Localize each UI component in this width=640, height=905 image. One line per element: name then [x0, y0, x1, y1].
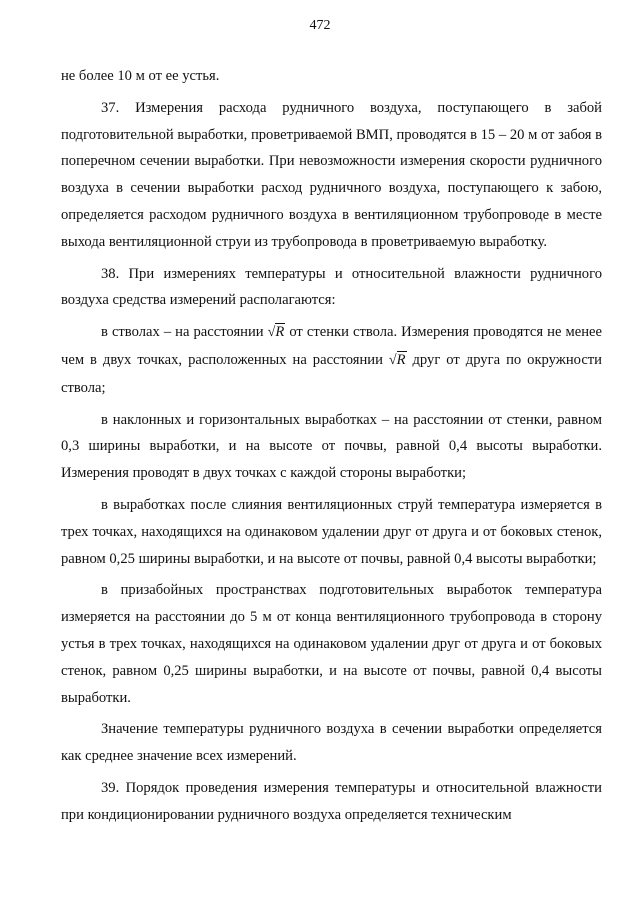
item-face-zone: в призабойных пространствах подготовительных выработок температура измеряется на расстоянии до 5 м от конца вентиляционного трубопровода в сторону устья в трех точках, находящихся на одинаковом удалении друг от друга и от боковых стенок, равном 0,25 ширины выработки, и на высоте от почвы, равной 0,4 высоты выработки. [61, 582, 602, 706]
item-shafts-text-3: друг от друга по окружности ствола; [61, 351, 602, 396]
item-shafts [61, 319, 602, 401]
paragraph-continuation: не более 10 м от ее устья. [61, 68, 220, 84]
document-body [61, 63, 602, 829]
item-inclined-workings: в наклонных и горизонтальных выработках – на расстоянии от стенки, равном 0,3 ширины выработки, и на высоте от почвы, равной 0,4 высоты выработки. Измерения проводят в двух точках с каждой стороны выработки; [61, 411, 602, 482]
sqrt-argument-2: R [396, 351, 406, 368]
page-number: 472 [309, 18, 331, 33]
paragraph-38: 38. При измерениях температуры и относительной влажности рудничного воздуха средства измерений располагаются: [61, 265, 602, 309]
item-shafts-text-1: в стволах – на расстоянии [101, 324, 264, 341]
paragraph-39: 39. Порядок проведения измерения температуры и относительной влажности при кондиционировании рудничного воздуха определяется техническим [61, 779, 602, 823]
sqrt-r-formula [268, 324, 286, 340]
paragraph-37: 37. Измерения расхода рудничного воздуха, поступающего в забой подготовительной выработки, проветриваемой ВМП, проводятся в 15 – 20 м от забоя в поперечном сечении выработки. При невозможности измерения скорости рудничного воздуха в сечении выработки расход рудничного воздуха, поступающего к забою, определяется расходом рудничного воздуха в вентиляционном трубопроводе в месте выхода вентиляционной струи из трубопровода в проветриваемую выработку. [61, 99, 603, 250]
sqrt-symbol: √ [267, 325, 276, 341]
sqrt-symbol-2: √ [388, 352, 397, 368]
item-merged-streams: в выработках после слияния вентиляционных струй температура измеряется в трех точках, находящихся на одинаковом удалении друг от друга и от боковых стенок, равном 0,25 ширины выработки, и на высоте от почвы, равной 0,4 высоты выработки; [61, 496, 602, 567]
item-shafts-text-2: от стенки ствола. Измерения проводятся не менее чем в двух точках, расположенных на расстоянии [61, 324, 602, 368]
sqrt-argument: R [275, 324, 285, 341]
sqrt-r-formula-2 [389, 352, 407, 368]
paragraph-average-temperature: Значение температуры рудничного воздуха в сечении выработки определяется как среднее значение всех измерений. [61, 721, 602, 765]
